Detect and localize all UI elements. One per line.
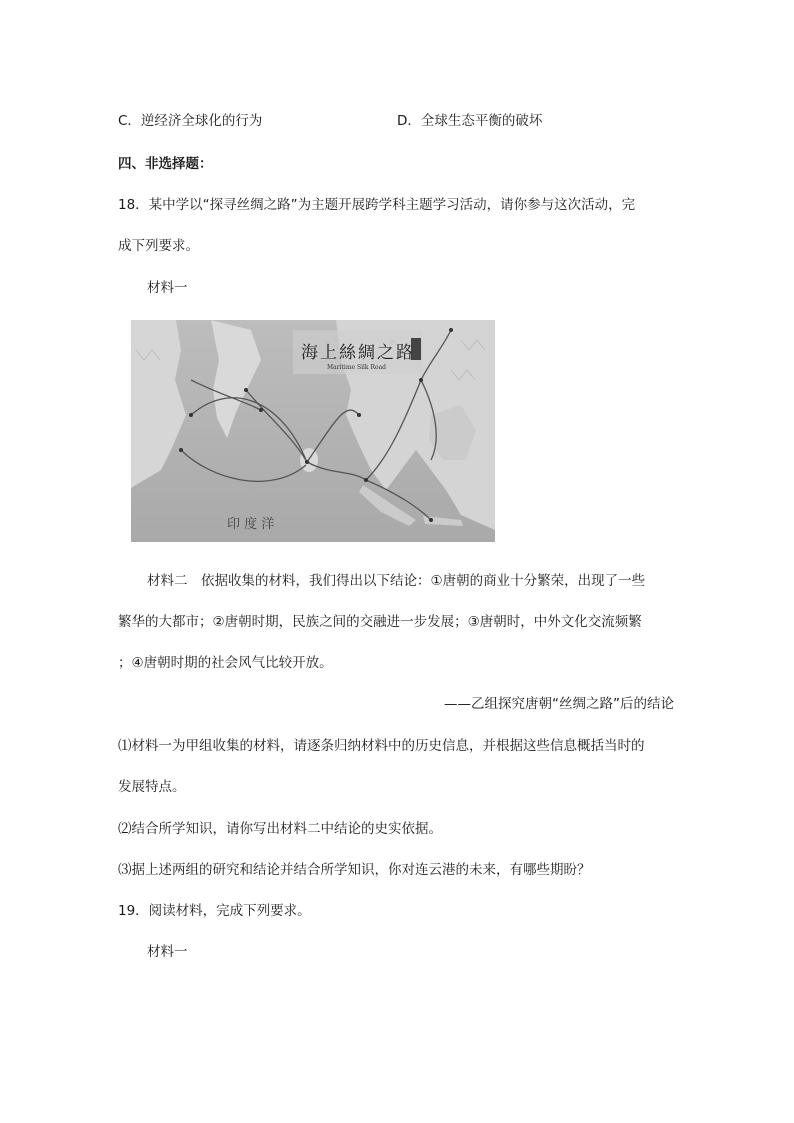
map-subtitle: Maritime Silk Road [327,364,387,371]
maritime-silk-road-map [131,320,495,542]
question-18-text: 18．某中学以“探寻丝绸之路”为主题开展跨学科主题学习活动，请你参与这次活动，完 [118,197,636,213]
sub-question-3: ⑶据上述两组的研究和结论并结合所学知识，你对连云港的未来，有哪些期盼？ [118,862,591,878]
option-d: D．全球生态平衡的破坏 [397,113,543,129]
question-19-text: 19．阅读材料，完成下列要求。 [118,903,311,919]
sub-question-1: ⑴材料一为甲组收集的材料，请逐条归纳材料中的历史信息，并根据这些信息概括当时的 [118,738,645,754]
material-2-text-cont: 繁华的大都市；②唐朝时期，民族之间的交融进一步发展；③唐朝时，中外文化交流频繁 [118,614,642,630]
material-2-text: 材料二 依据收集的材料，我们得出以下结论：①唐朝的商业十分繁荣，出现了一些 [147,573,646,589]
map-ocean-label: 印 度 洋 [227,517,275,532]
sub-question-1-cont: 发展特点。 [118,779,186,795]
map-title: 海上絲綢之路 [301,343,415,363]
question-19-material-1-label: 材料一 [147,944,188,960]
section-heading: 四、非选择题： [118,156,213,172]
question-18-text-cont: 成下列要求。 [118,238,199,254]
material-1-label: 材料一 [147,280,188,296]
sub-question-2: ⑵结合所学知识，请你写出材料二中结论的史实依据。 [118,821,442,837]
material-2-text-end: ；④唐朝时期的社会风气比较开放。 [118,655,333,671]
material-2-attribution: ——乙组探究唐朝“丝绸之路”后的结论 [444,696,674,712]
option-c: C．逆经济全球化的行为 [118,113,263,129]
